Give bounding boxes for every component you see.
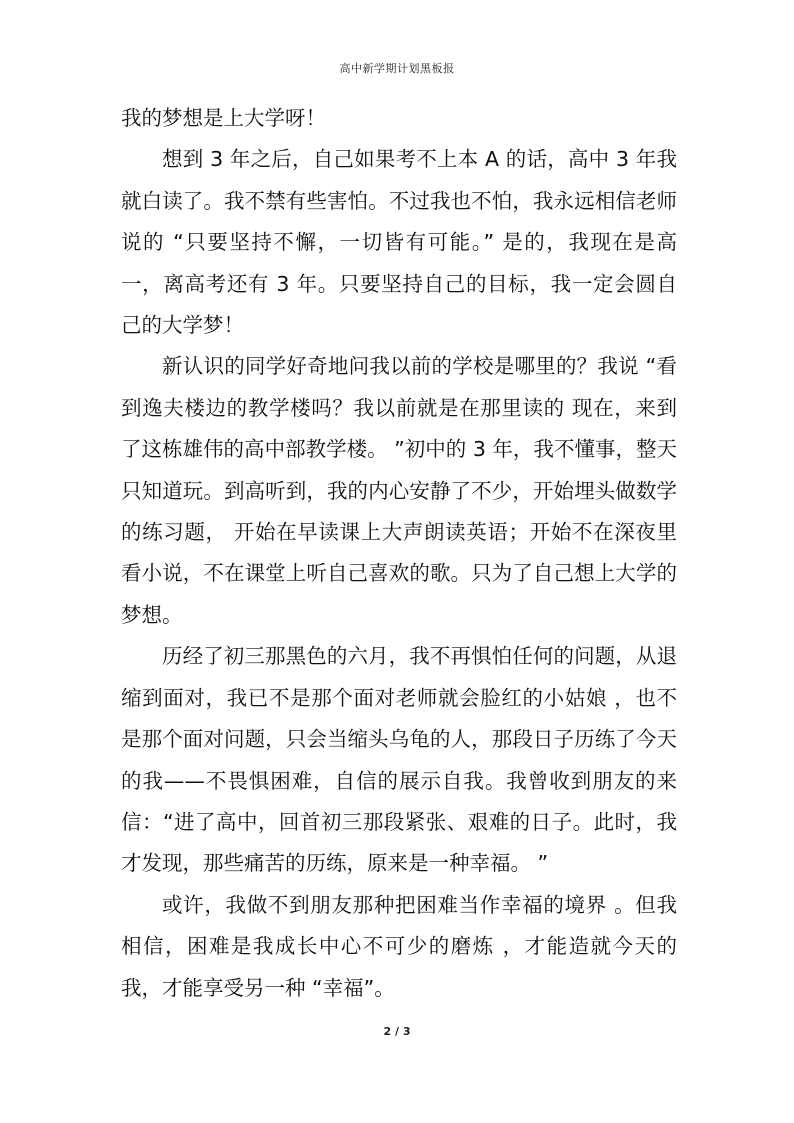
paragraph-3: 新认识的同学好奇地问我以前的学校是哪里的？我说 “看到逸夫楼边的教学楼吗？我以前就是在那里读的 现在，来到了这栋雄伟的高中部教学楼。 ”初中的 3 年，我不懂事，整天只知道玩。到高听到，我的内心安静了不少，开始埋头做数学的练习题， 开始在早读课上大声朗读英语；开始不在深夜里看小说，不在课堂上听自己喜欢的歌。只为了自己想上大学的梦想。 — [121, 354, 677, 627]
page-header: 高中新学期计划黑板报 — [339, 62, 455, 75]
paragraph-5: 或许，我做不到朋友那种把困难当作幸福的境界 。但我相信，困难是我成长中心不可少的磨炼 ，才能造就今天的我，才能享受另一种 “幸福”。 — [121, 892, 677, 1000]
paragraph-1: 我的梦想是上大学呀！ — [121, 106, 326, 130]
paragraph-4: 历经了初三那黑色的六月，我不再惧怕任何的问题，从退缩到面对，我已不是那个面对老师就会脸红的小姑娘 ，也不是那个面对问题，只会当缩头乌龟的人，那段日子历练了今天的我——不畏惧困难，自信的展示自我。我曾收到朋友的来信：“进了高中，回首初三那段紧张、艰难的日子。此时，我才发现，那些痛苦的历练，原来是一种幸福。 ” — [121, 644, 677, 876]
document-body — [121, 98, 677, 1009]
page-number: 2 / 3 — [383, 1025, 411, 1038]
paragraph-2: 想到 3 年之后，自己如果考不上本 A 的话，高中 3 年我就白读了。我不禁有些害怕。不过我也不怕，我永远相信老师说的 “只要坚持不懈，一切皆有可能。” 是的，我现在是高一，离高考还有 3 年。只要坚持自己的目标，我一定会圆自己的大学梦！ — [121, 147, 677, 338]
